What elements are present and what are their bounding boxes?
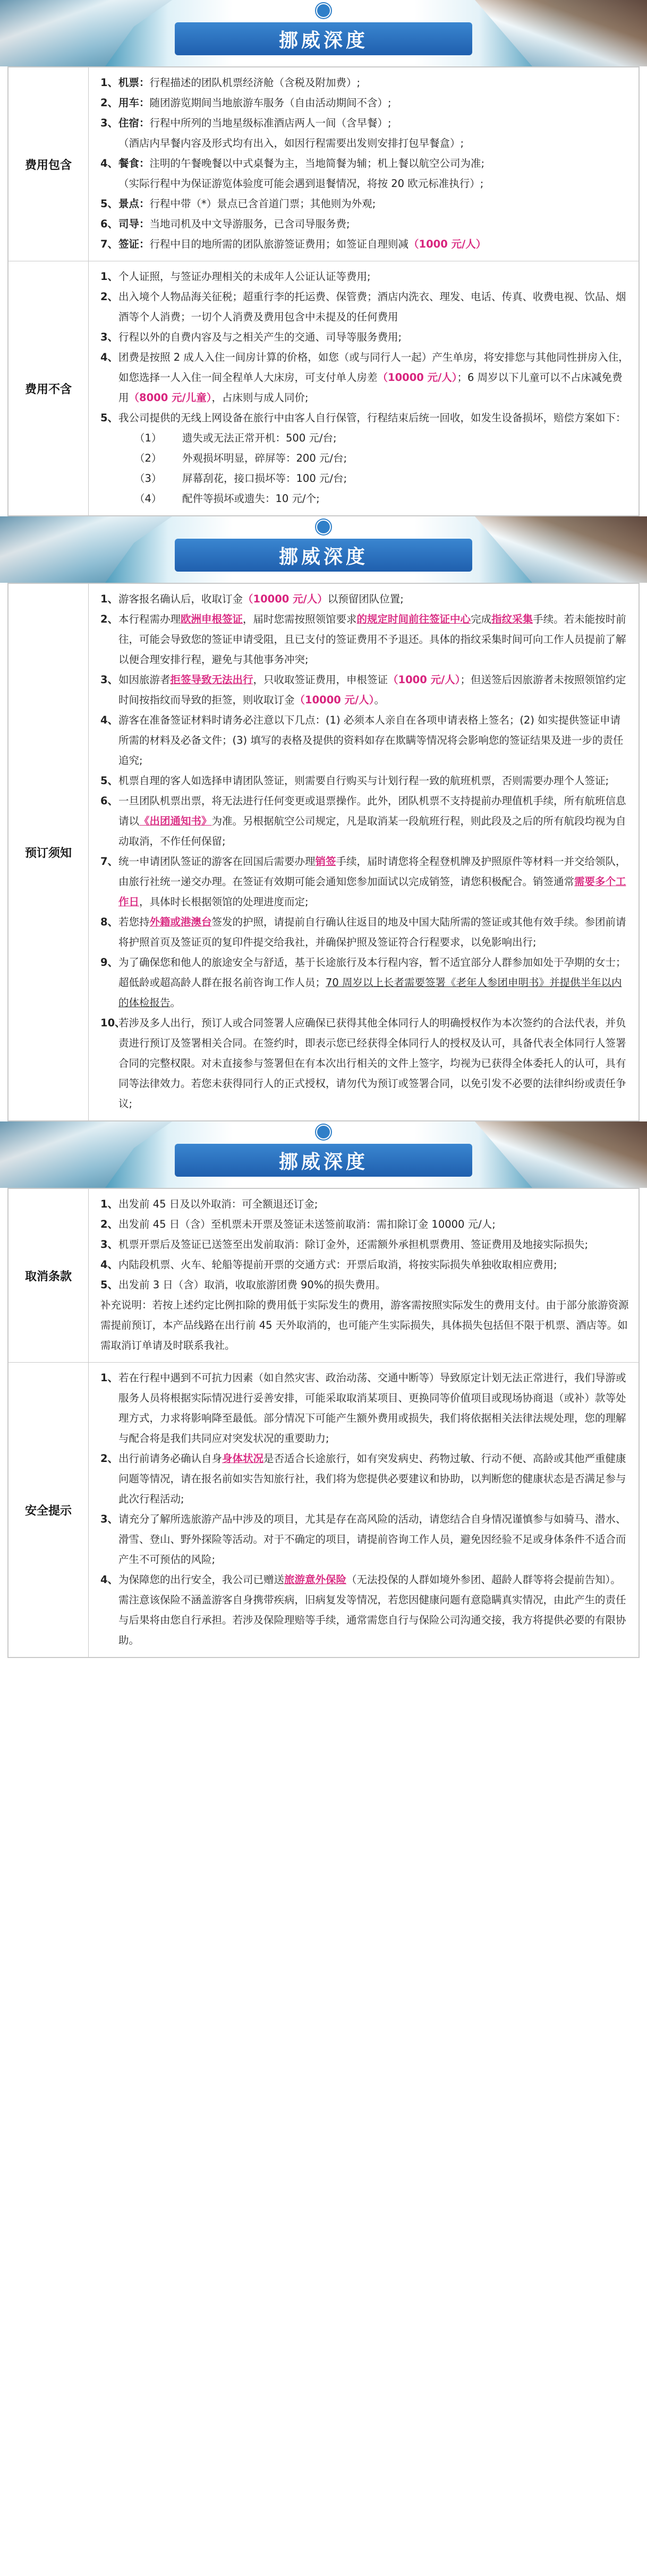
- item-number: 6、: [100, 218, 118, 230]
- list-item: [100, 670, 630, 710]
- item-number: 5、: [100, 198, 118, 210]
- item-heading: 用车：: [118, 97, 150, 109]
- item-heading: 住宿：: [118, 117, 150, 129]
- info-table-3: [7, 1188, 640, 1658]
- item-text: ，具体时长根据领馆的处理进度而定;: [139, 896, 309, 908]
- item-text: 如因旅游者: [118, 674, 171, 686]
- item-number: 3、: [100, 1238, 118, 1251]
- list-item: [100, 953, 630, 1013]
- price-highlight: （1000 元/人）: [388, 674, 461, 686]
- item-text: 个人证照，与签证办理相关的未成年人公证认证等费用;: [118, 270, 371, 283]
- item-heading: 签证：: [118, 238, 150, 250]
- item-heading: 司导：: [118, 218, 150, 230]
- row-content: [89, 261, 639, 515]
- compensation-item: [100, 428, 630, 448]
- item-text: 注明的午餐晚餐以中式桌餐为主，当地简餐为辅；机上餐以航空公司为准;: [149, 157, 485, 169]
- list-item: [100, 771, 630, 791]
- list-item: [100, 1570, 630, 1651]
- list-item: [100, 154, 630, 174]
- badge-icon: [316, 3, 331, 18]
- item-number: 5、: [100, 412, 118, 424]
- item-heading: 机票：: [118, 76, 150, 89]
- item-text: 若您持: [118, 916, 150, 928]
- list-item: [100, 408, 630, 428]
- row-content: [89, 584, 639, 1120]
- row-content: [89, 1189, 639, 1362]
- item-number: 5、: [100, 775, 118, 787]
- item-text: 若涉及多人出行，预订人或合同签署人应确保已获得其他全体同行人的明确授权作为本次签约的合法代表，并负责进行预订及签署相关合同。在签约时，即表示您已经获得全体同行人的授权及认可，具备代表全体同行人签署合同的完整权限。对未直接参与签署但在有本次出行相关的文件上签字，均视为已获得全体委托人的认可，具有同等法律效力。若您未获得同行人的正式授权，请勿代为预订或签署合同，以免引发不必要的法律纠纷或责任争议;: [118, 1017, 626, 1110]
- item-number: 2、: [100, 613, 118, 625]
- item-number: 4、: [100, 714, 118, 726]
- item-number: （2）: [134, 452, 162, 464]
- landscape-image-right: [456, 516, 647, 583]
- list-item: [100, 852, 630, 912]
- landscape-image-left: [0, 0, 191, 66]
- item-text: 手续，届时请您将全程登机牌及护照原件等材料一并交给领队，由旅行社统一递交办理。在签证有效期可能会通知您参加面试以完成销签，请您积极配合。销签通常: [118, 855, 626, 888]
- underlined-text: 70 周岁以上长者需要签署《老年人参团申明书》并提供半年以内的体检报告: [118, 976, 622, 1009]
- section-title: 挪威深度: [175, 22, 472, 55]
- item-number: 3、: [100, 331, 118, 343]
- item-number: 7、: [100, 855, 118, 868]
- row-content: [89, 1363, 639, 1657]
- list-item: [100, 327, 630, 347]
- item-text: 行程以外的自费内容及与之相关产生的交通、司导等服务费用;: [118, 331, 402, 343]
- list-item: [100, 589, 630, 609]
- highlight-text: 销签: [315, 855, 336, 868]
- item-text: 行程中带（*）景点已含首道门票；其他则为外观;: [149, 198, 376, 210]
- price-highlight: （10000 元/人）: [377, 371, 457, 384]
- item-number: 6、: [100, 795, 118, 807]
- list-item: [100, 93, 630, 113]
- list-item: [100, 347, 630, 408]
- item-text: ；6 周岁以下儿童可以不占床减免费用: [118, 371, 623, 404]
- row-fees-included: [8, 67, 639, 261]
- list-item: [100, 73, 630, 93]
- section-banner: [0, 516, 647, 583]
- item-text: 。: [170, 997, 181, 1009]
- item-text: 。: [374, 694, 385, 706]
- highlight-text: 欧洲申根签证: [181, 613, 243, 625]
- item-text: 完成: [471, 613, 492, 625]
- item-text: 配件等损坏或遗失：10 元/个;: [182, 492, 320, 505]
- item-text: 一旦团队机票出票，将无法进行任何变更或退票操作。此外，团队机票不支持提前办理值机手续，所有航班信息请以: [118, 795, 626, 827]
- row-label: 预订须知: [8, 584, 89, 1120]
- item-number: 4、: [100, 351, 118, 363]
- item-number: 1、: [100, 1372, 118, 1384]
- item-number: 7、: [100, 238, 118, 250]
- compensation-item: [100, 469, 630, 489]
- item-text: 为了确保您和他人的旅途安全与舒适，基于长途旅行及本行程内容，暂不适宜部分人群参加如处于孕期的女士；超低龄或超高龄人群在报名前咨询工作人员；: [118, 956, 626, 989]
- list-item: [100, 1275, 630, 1295]
- item-text: 团费是按照 2 成人入住一间房计算的价格，如您（或与同行人一起）产生单房，将安排您与其他同性拼房入住，如您选择一人入住一间全程单人大床房，可支付单人房差: [118, 351, 629, 384]
- item-heading: 景点：: [118, 198, 150, 210]
- item-text: 机票开票后及签证已送签至出发前取消：除订金外，还需额外承担机票费用、签证费用及地接实际损失;: [118, 1238, 589, 1251]
- item-text: 出行前请务必确认自身: [118, 1452, 223, 1465]
- item-number: 10、: [100, 1017, 125, 1029]
- item-number: 3、: [100, 674, 118, 686]
- price-highlight: （10000 元/人）: [243, 593, 328, 605]
- item-text: ；但送签后因旅游者未按照领馆约定时间按指纹而导致的拒签，则收取订金: [118, 674, 626, 706]
- item-text: 行程中所列的当地星级标准酒店两人一间（含早餐）;: [149, 117, 391, 129]
- badge-icon: [316, 520, 331, 534]
- section-title: 挪威深度: [175, 1144, 472, 1177]
- row-safety: [8, 1363, 639, 1657]
- item-text: 以预留团队位置;: [327, 593, 404, 605]
- list-item: [100, 1214, 630, 1235]
- item-text: 出发前 3 日（含）取消，收取旅游团费 90%的损失费用。: [118, 1279, 386, 1291]
- section-banner: [0, 0, 647, 66]
- compensation-item: [100, 448, 630, 469]
- item-text: 外观损坏明显，碎屏等：200 元/台;: [182, 452, 347, 464]
- item-text: 游客在准备签证材料时请务必注意以下几点：(1) 必须本人亲自在各项申请表格上签名；(2) 如实提供签证申请所需的材料及必备文件；(3) 填写的表格及提供的资料如存在欺瞒等情况将会影响您的签证结果及进一步的责任追究;: [118, 714, 624, 767]
- highlight-text: 外籍或港澳台: [149, 916, 212, 928]
- item-number: 2、: [100, 1218, 118, 1230]
- row-cancellation: [8, 1189, 639, 1363]
- item-text: 手续。若未能按时前往，可能会导致您的签证申请受阻，且已支付的签证费用不予退还。具体的指纹采集时间可向工作人员提前了解以便合理安排行程，避免与其他事务冲突;: [118, 613, 626, 666]
- list-item: [100, 912, 630, 953]
- list-item: [100, 1013, 630, 1114]
- row-label: 费用包含: [8, 67, 89, 261]
- highlight-text: 身体状况: [222, 1452, 264, 1465]
- item-number: 3、: [100, 117, 118, 129]
- section-title: 挪威深度: [175, 539, 472, 572]
- item-number: 1、: [100, 270, 118, 283]
- item-text: ，届时您需按照领馆要求: [243, 613, 357, 625]
- item-text: 签发的护照，请提前自行确认往返目的地及中国大陆所需的签证或其他有效手续。参团前请将护照首页及签证页的复印件提交给我社，并确保护照及签证符合行程要求，以免影响出行;: [118, 916, 626, 948]
- item-number: 5、: [100, 1279, 118, 1291]
- item-number: 2、: [100, 1452, 118, 1465]
- item-text: 若在行程中遇到不可抗力因素（如自然灾害、政治动荡、交通中断等）导致原定计划无法正常进行，我们导游或服务人员将根据实际情况进行妥善安排，可能采取取消某项目、更换同等价值项目或现场协商退（或补）款等处理方式，力求将影响降至最低。部分情况下可能产生额外费用或损失，我们将依据相关法律法规处理，您的理解与配合将是我们共同应对突发状况的重要助力;: [118, 1372, 626, 1444]
- item-text: ，占床则与成人同价;: [211, 392, 309, 404]
- row-content: [89, 67, 639, 261]
- item-text: 为准。另根据航空公司规定，凡是取消某一段航班行程，则此段及之后的所有航段均视为自动取消，不作任何保留;: [118, 815, 626, 847]
- item-number: 8、: [100, 916, 118, 928]
- highlight-text: 《出团通知书》: [139, 815, 212, 827]
- row-fees-excluded: [8, 261, 639, 515]
- row-label: 取消条款: [8, 1189, 89, 1362]
- list-item: [100, 1194, 630, 1214]
- item-number: 4、: [100, 1259, 118, 1271]
- section-banner: [0, 1121, 647, 1188]
- item-text: 机票自理的客人如选择申请团队签证，则需要自行购买与计划行程一致的航班机票，否则需要办理个人签证;: [118, 775, 609, 787]
- info-table-1: [7, 66, 640, 516]
- item-text: 是否适合长途旅行，如有突发病史、药物过敏、行动不便、高龄或其他严重健康问题等情况，请在报名前如实告知旅行社，我们将为您提供必要建议和协助，以判断您的健康状态是否满足参与此次行程活动;: [118, 1452, 626, 1505]
- list-item: [100, 1368, 630, 1449]
- item-text: 游客报名确认后，收取订金: [118, 593, 243, 605]
- item-number: 1、: [100, 593, 118, 605]
- highlight-text: 的规定时间前往签证中心: [356, 613, 471, 625]
- item-text: 请充分了解所选旅游产品中涉及的项目，尤其是存在高风险的活动，请您结合自身情况谨慎参与如骑马、潜水、滑雪、登山、野外探险等活动。对于不确定的项目，请提前咨询工作人员，避免因经验不足或身体条件不适合而产生不可预估的风险;: [118, 1513, 626, 1566]
- highlight-text: 指纹采集: [491, 613, 533, 625]
- item-number: 2、: [100, 291, 118, 303]
- item-text: ，只收取签证费用，申根签证: [253, 674, 388, 686]
- item-text: 屏幕刮花，接口损坏等：100 元/台;: [182, 472, 347, 484]
- row-label: 费用不含: [8, 261, 89, 515]
- item-number: 4、: [100, 1574, 118, 1586]
- item-number: 3、: [100, 1513, 118, 1525]
- item-text: 本行程需办理: [118, 613, 181, 625]
- item-number: 9、: [100, 956, 118, 968]
- landscape-image-left: [0, 516, 191, 583]
- list-item: [100, 791, 630, 852]
- list-item: [100, 1235, 630, 1255]
- item-note: （实际行程中为保证游览体验度可能会遇到退餐情况，将按 20 欧元标准执行）;: [118, 177, 484, 190]
- item-text: 行程描述的团队机票经济舱（含税及附加费）;: [149, 76, 361, 89]
- list-item: [100, 214, 630, 234]
- highlight-text: 旅游意外保险: [284, 1574, 347, 1586]
- item-number: 1、: [100, 1198, 118, 1210]
- landscape-image-right: [456, 1121, 647, 1188]
- item-number: （1）: [134, 432, 162, 444]
- list-item: [100, 287, 630, 327]
- info-table-2: [7, 583, 640, 1121]
- highlight-text: 拒签导致无法出行: [170, 674, 253, 686]
- item-number: 1、: [100, 76, 118, 89]
- item-number: 2、: [100, 97, 118, 109]
- list-item: [100, 267, 630, 287]
- item-text: （无法投保的人群如境外参团、超龄人群等将会提前告知）。需注意该保险不涵盖游客自身携带疾病，旧病复发等情况，若您因健康问题有意隐瞒真实情况，由此产生的责任与后果将由您自行承担。若涉及保险理赔等手续，通常需您自行与保险公司沟通交接，我方将提供必要的有限协助。: [118, 1574, 626, 1646]
- item-text: 统一申请团队签证的游客在回国后需要办理: [118, 855, 316, 868]
- highlight-text: 需要多个工作日: [118, 875, 626, 908]
- list-item: [100, 1509, 630, 1570]
- list-item: [100, 1255, 630, 1275]
- list-item: [100, 194, 630, 214]
- price-highlight: （1000 元/人）: [408, 238, 487, 250]
- item-text: 我公司提供的无线上网设备在旅行中由客人自行保管，行程结束后统一回收，如发生设备损坏，赔偿方案如下：: [118, 412, 626, 424]
- item-number: 4、: [100, 157, 118, 169]
- item-text: 随团游览期间当地旅游车服务（自由活动期间不含）;: [149, 97, 391, 109]
- item-text: 当地司机及中文导游服务，已含司导服务费;: [149, 218, 350, 230]
- item-text: 出入境个人物品海关征税；超重行李的托运费、保管费；酒店内洗衣、理发、电话、传真、收费电视、饮品、烟酒等个人消费；一切个人消费及费用包含中未提及的任何费用: [118, 291, 626, 323]
- item-text: 遗失或无法正常开机：500 元/台;: [182, 432, 337, 444]
- item-text: 为保障您的出行安全，我公司已赠送: [118, 1574, 285, 1586]
- item-text: 出发前 45 日（含）至机票未开票及签证未送签前取消：需扣除订金 10000 元/人;: [118, 1218, 496, 1230]
- item-text: 行程中目的地所需的团队旅游签证费用；如签证自理则减: [149, 238, 409, 250]
- compensation-item: [100, 489, 630, 509]
- landscape-image-right: [456, 0, 647, 66]
- item-text: 出发前 45 日及以外取消：可全额退还订金;: [118, 1198, 318, 1210]
- item-number: （3）: [134, 472, 162, 484]
- list-item: [100, 710, 630, 771]
- badge-icon: [316, 1125, 331, 1140]
- price-highlight: （10000 元/人）: [294, 694, 374, 706]
- list-item: [100, 113, 630, 133]
- list-item: [100, 609, 630, 670]
- list-item: [100, 1449, 630, 1509]
- landscape-image-left: [0, 1121, 191, 1188]
- item-heading: 餐食：: [118, 157, 150, 169]
- item-number: （4）: [134, 492, 162, 505]
- row-label: 安全提示: [8, 1363, 89, 1657]
- list-item: [100, 234, 630, 254]
- row-booking-notes: [8, 584, 639, 1120]
- price-highlight: （8000 元/儿童）: [129, 392, 212, 404]
- item-text: 内陆段机票、火车、轮船等提前开票的交通方式：开票后取消，将按实际损失单独收取相应费用;: [118, 1259, 557, 1271]
- supplement-note: 补充说明：若按上述约定比例扣除的费用低于实际发生的费用，游客需按照实际发生的费用支付。由于部分旅游资源需提前预订，本产品线路在出行前 45 天外取消的，也可能产生实际损失，具体损失包括但不限于机票、酒店等。如需取消订单请及时联系我社。: [100, 1299, 629, 1351]
- item-note: （酒店内早餐内容及形式均有出入，如因行程需要出发则安排打包早餐盒）;: [118, 137, 464, 149]
